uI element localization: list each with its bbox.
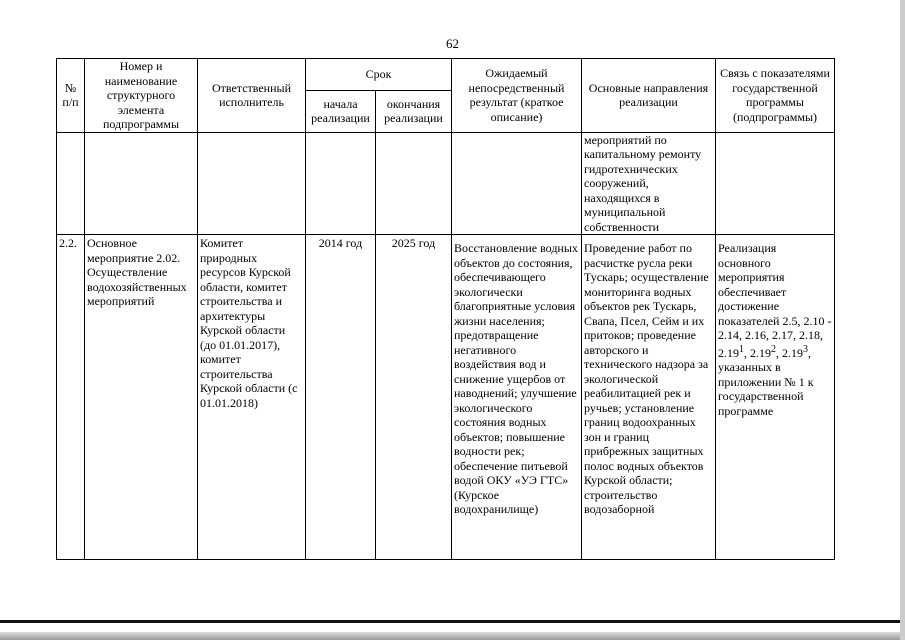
cell-empty [376, 132, 452, 235]
header-name: Номер и наименование структурного элемента подпрограммы [85, 59, 198, 133]
header-end: окончания реализации [376, 90, 452, 132]
cell-empty [57, 132, 85, 235]
row-number: 2.2. [57, 235, 85, 560]
row-start: 2014 год [306, 235, 376, 560]
header-num: № п/п [57, 59, 85, 133]
link-text-b: , 2.19 [744, 345, 771, 360]
cell-empty [85, 132, 198, 235]
link-sup-3: 3 [803, 343, 808, 355]
scan-edge-line [0, 620, 905, 623]
header-result: Ожидаемый непосредственный результат (краткое описание) [452, 59, 582, 133]
header-link: Связь с показателями государственной программы (подпрограммы) [716, 59, 835, 133]
table-row [57, 235, 835, 560]
continuation-row [57, 132, 835, 235]
link-text-a: Реализация основного мероприятия обеспечивает достижение показателей 2.5, 2.10 - 2.14, 2.16, 2.17, 2.18, 2.19 [718, 241, 832, 360]
cell-empty [306, 132, 376, 235]
row-result: Восстановление водных объектов до состояния, обеспечивающего экологически благоприятные условия жизни населения; предотвращение негативного воздействия вод и снижение ущербов от наводнений; улучшение экологического состояния водных объектов; повышение водности рек; обеспечение питьевой водой ОКУ «УЭ ГТС» (Курское водохранилище) [452, 235, 582, 560]
header-start: начала реализации [306, 90, 376, 132]
link-text-d: , указанных в приложении № 1 к государственной программе [718, 345, 814, 418]
cell-empty [716, 132, 835, 235]
link-sup-2: 2 [771, 343, 776, 355]
header-directions: Основные направления реализации [582, 59, 716, 133]
cell-empty [452, 132, 582, 235]
row-end: 2025 год [376, 235, 452, 560]
row-executor: Комитет природных ресурсов Курской области, комитет строительства и архитектуры Курской области (до 01.01.2017), комитет строительства Курской области (с 01.01.2018) [198, 235, 306, 560]
scan-right-edge [900, 0, 905, 640]
cell-empty [198, 132, 306, 235]
program-table [56, 58, 835, 560]
header-term: Срок [306, 59, 452, 91]
row-directions: Проведение работ по расчистке русла реки Тускарь; осуществление мониторинга водных объектов рек Тускарь, Свапа, Псел, Сейм и их притоков; проведение авторского и технического надзора за экологической реабилитацией рек и ручьев; установление границ водоохранных зон и границ прибрежных защитных полос водных объектов Курской области; строительство водозаборной [582, 235, 716, 560]
row-link [716, 235, 835, 560]
header-executor: Ответственный исполнитель [198, 59, 306, 133]
row-name: Основное мероприятие 2.02. Осуществление водохозяйственных мероприятий [85, 235, 198, 560]
continuation-directions: мероприятий по капитальному ремонту гидротехнических сооружений, находящихся в муниципальной собственности [582, 132, 716, 235]
link-sup-1: 1 [739, 343, 744, 355]
link-text-c: , 2.19 [776, 345, 803, 360]
scan-edge-shade [0, 632, 905, 640]
page-number: 62 [446, 36, 459, 51]
